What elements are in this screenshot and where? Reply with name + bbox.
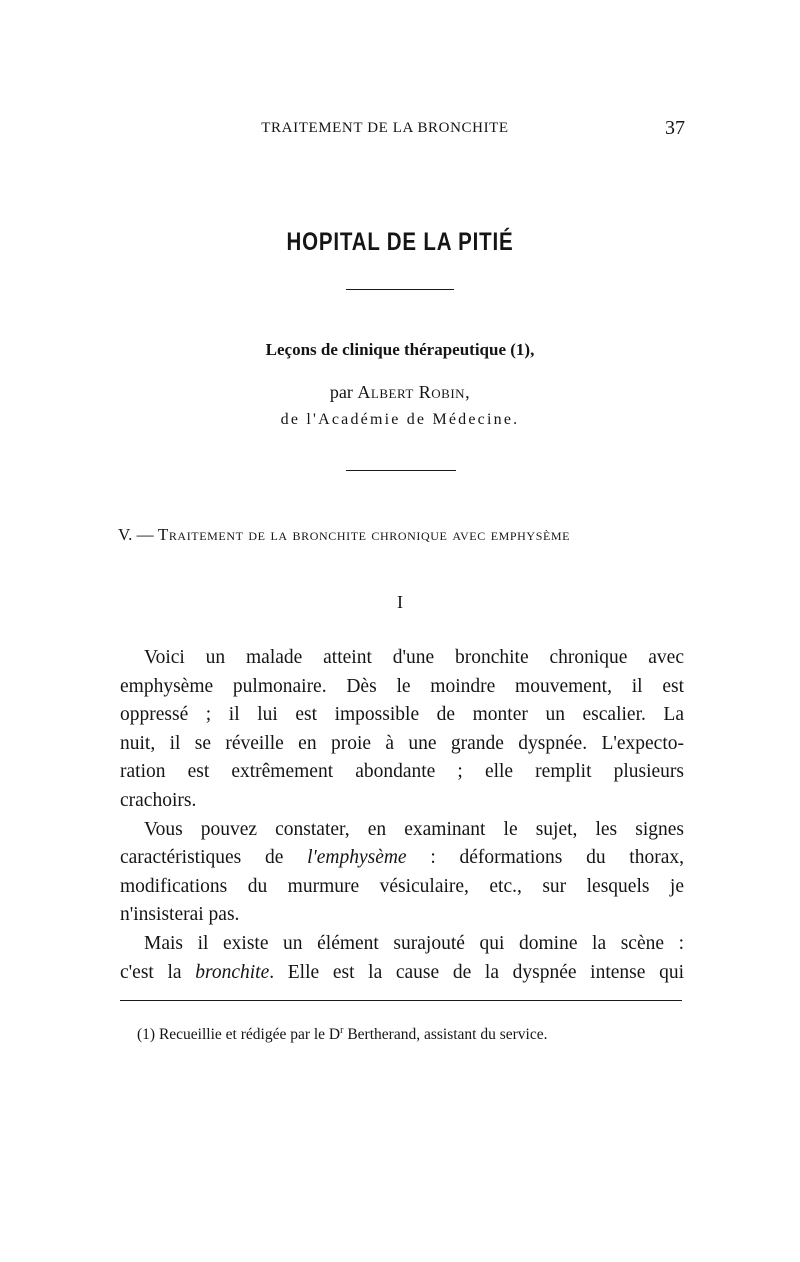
text-fragment: : déformations du thorax,	[406, 847, 684, 869]
chapter-heading	[118, 522, 688, 548]
author-affiliation: de l'Académie de Médecine.	[280, 411, 520, 428]
text-line	[120, 844, 684, 873]
emphasized-term: bronchite	[195, 961, 270, 983]
text-line: Vous pouvez constater, en examinant le sujet, les signes	[144, 818, 684, 840]
text-line: nuit, il se réveille en proie à une grande dyspnée. L'expecto-	[120, 732, 684, 754]
text-line: emphysème pulmonaire. Dès le moindre mouvement, il est	[120, 675, 684, 697]
title-divider	[346, 289, 454, 290]
emphasized-term: l'emphysème	[307, 847, 407, 869]
section-divider	[346, 470, 456, 471]
body-text	[120, 644, 684, 987]
paragraph-1	[120, 644, 684, 816]
text-line: Mais il existe un élément surajouté qui domine la scène :	[144, 932, 684, 954]
running-head-title: TRAITEMENT DE LA BRONCHITE	[261, 120, 509, 136]
footnote-divider	[120, 1000, 682, 1001]
text-line: Voici un malade atteint d'une bronchite chronique avec	[144, 647, 684, 668]
page-number: 37	[665, 117, 685, 139]
footnote-text: Bertherand, assistant du service.	[343, 1026, 548, 1044]
author-prefix: par	[329, 382, 358, 402]
section-number: I	[397, 592, 403, 612]
footnote-text: (1) Recueillie et rédigée par le D	[137, 1026, 341, 1044]
paragraph-2	[120, 816, 684, 930]
paragraph-3	[120, 930, 684, 987]
text-line: crachoirs.	[120, 789, 197, 811]
text-line: modifications du murmure vésiculaire, etc., sur lesquels je	[120, 875, 684, 897]
footnote	[137, 1020, 697, 1046]
chapter-title: Traitement de la bronchite chronique avec emphysème	[157, 525, 571, 544]
text-line: ration est extrêmement abondante ; elle remplit plusieurs	[120, 761, 684, 783]
text-fragment: . Elle est la cause de la dyspnée intense qui	[269, 961, 684, 983]
text-fragment: c'est la	[120, 961, 196, 983]
footnote-superscript: r	[340, 1025, 344, 1036]
chapter-number: V. —	[118, 525, 154, 544]
hospital-title: HOPITAL DE LA PITIÉ	[286, 228, 514, 256]
text-line	[120, 959, 684, 988]
author-name: Albert Robin,	[357, 382, 471, 402]
text-line: oppressé ; il lui est impossible de monter un escalier. La	[120, 704, 684, 726]
lecture-subtitle: Leçons de clinique thérapeutique (1),	[265, 340, 535, 359]
text-fragment: caractéristiques de	[120, 847, 308, 869]
author-line	[0, 380, 800, 404]
running-head	[120, 116, 685, 140]
text-line: n'insisterai pas.	[120, 904, 240, 926]
